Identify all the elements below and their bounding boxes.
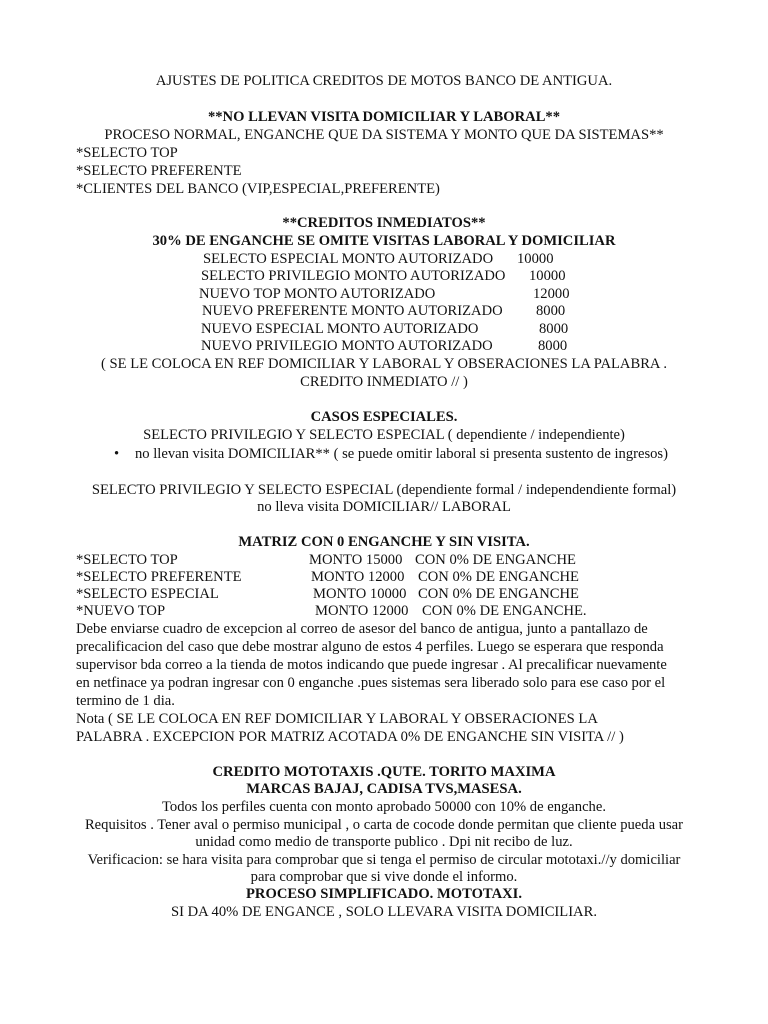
matriz-row-name: *NUEVO TOP	[76, 603, 166, 619]
mototaxi-line: unidad como medio de transporte publico . Dpi nit recibo de luz.	[195, 834, 573, 850]
proceso-simplificado-heading: PROCESO SIMPLIFICADO. MOTOTAXI.	[246, 886, 522, 902]
matriz-row-enganche: CON 0% DE ENGANCHE	[418, 586, 579, 602]
enganche-30-subheading: 30% DE ENGANCHE SE OMITE VISITAS LABORAL Y DOMICILIAR	[152, 233, 616, 249]
monto-row-amount: 8000	[539, 321, 569, 337]
matriz-row-enganche: CON 0% DE ENGANCHE	[415, 552, 576, 568]
matriz-row-monto: MONTO 15000	[309, 552, 403, 568]
matriz-paragraph-line: termino de 1 dia.	[76, 693, 175, 709]
matriz-row-enganche: CON 0% DE ENGANCHE	[418, 569, 579, 585]
monto-row-label: SELECTO ESPECIAL MONTO AUTORIZADO	[203, 251, 494, 267]
matriz-paragraph-line: Debe enviarse cuadro de excepcion al correo de asesor del banco de antigua, junto a pantallazo de	[76, 621, 648, 637]
matriz-nota-line: PALABRA . EXCEPCION POR MATRIZ ACOTADA 0% DE ENGANCHE SIN VISITA // )	[76, 729, 624, 745]
mototaxi-final-line: SI DA 40% DE ENGANCE , SOLO LLEVARA VISITA DOMICILIAR.	[171, 904, 597, 920]
monto-row-label: NUEVO PRIVILEGIO MONTO AUTORIZADO	[201, 338, 493, 354]
matriz-row-enganche: CON 0% DE ENGANCHE.	[422, 603, 587, 619]
section-mototaxis-heading: CREDITO MOTOTAXIS .QUTE. TORITO MAXIMA	[212, 764, 556, 780]
monto-row-label: NUEVO PREFERENTE MONTO AUTORIZADO	[202, 303, 503, 319]
monto-row-label: NUEVO TOP MONTO AUTORIZADO	[199, 286, 436, 302]
matriz-row-name: *SELECTO PREFERENTE	[76, 569, 242, 585]
casos-line: no lleva visita DOMICILIAR// LABORAL	[257, 499, 511, 515]
monto-row-amount: 12000	[533, 286, 570, 302]
bullet-text: no llevan visita DOMICILIAR** ( se puede omitir laboral si presenta sustento de ingresos)	[135, 446, 668, 462]
monto-row-amount: 8000	[536, 303, 566, 319]
matriz-row-monto: MONTO 10000	[313, 586, 407, 602]
monto-row-amount: 10000	[529, 268, 566, 284]
list-item: *CLIENTES DEL BANCO (VIP,ESPECIAL,PREFERENTE)	[76, 181, 440, 197]
matriz-row-monto: MONTO 12000	[311, 569, 405, 585]
matriz-row-name: *SELECTO TOP	[76, 552, 178, 568]
matriz-paragraph-line: supervisor bda correo a la tienda de motos indicando que puede ingresar . Al precalificar nuevamente	[76, 657, 667, 673]
proceso-normal-line: PROCESO NORMAL, ENGANCHE QUE DA SISTEMA Y MONTO QUE DA SISTEMAS**	[104, 127, 664, 143]
casos-line: SELECTO PRIVILEGIO Y SELECTO ESPECIAL (dependiente formal / independendiente formal)	[91, 482, 677, 498]
monto-row-amount: 10000	[517, 251, 554, 267]
mototaxi-line: Todos los perfiles cuenta con monto aprobado 50000 con 10% de enganche.	[162, 799, 606, 815]
bullet-marker: •	[114, 446, 120, 462]
monto-row-amount: 8000	[538, 338, 568, 354]
inmediato-note-line: ( SE LE COLOCA EN REF DOMICILIAR Y LABORAL Y OBSERACIONES LA PALABRA .	[101, 356, 667, 372]
mototaxi-line: para comprobar que si vive donde el informo.	[250, 869, 518, 885]
matriz-row-monto: MONTO 12000	[315, 603, 409, 619]
section-casos-especiales-heading: CASOS ESPECIALES.	[310, 409, 458, 425]
section-no-visita-heading: **NO LLEVAN VISITA DOMICILIAR Y LABORAL**	[207, 109, 561, 125]
list-item: *SELECTO PREFERENTE	[76, 163, 242, 179]
matriz-nota-line: Nota ( SE LE COLOCA EN REF DOMICILIAR Y LABORAL Y OBSERACIONES LA	[76, 711, 598, 727]
section-creditos-inmediatos-heading: **CREDITOS INMEDIATOS**	[282, 215, 486, 231]
monto-row-label: SELECTO PRIVILEGIO MONTO AUTORIZADO	[201, 268, 506, 284]
matriz-row-name: *SELECTO ESPECIAL	[76, 586, 219, 602]
matriz-paragraph-line: precalificacion del caso que debe mostrar alguno de estos 4 perfiles. Luego se esperara que responda	[76, 639, 664, 655]
mototaxi-line: Requisitos . Tener aval o permiso municipal , o carta de cocode donde permitan que cliente pueda usar	[84, 817, 684, 833]
monto-row-label: NUEVO ESPECIAL MONTO AUTORIZADO	[201, 321, 479, 337]
inmediato-note-line: CREDITO INMEDIATO // )	[300, 374, 468, 390]
section-matriz-heading: MATRIZ CON 0 ENGANCHE Y SIN VISITA.	[238, 534, 530, 550]
list-item: *SELECTO TOP	[76, 145, 178, 161]
casos-line: SELECTO PRIVILEGIO Y SELECTO ESPECIAL ( dependiente / independiente)	[143, 427, 625, 443]
document-title: AJUSTES DE POLITICA CREDITOS DE MOTOS BANCO DE ANTIGUA.	[155, 73, 613, 89]
matriz-paragraph-line: en netfinace ya podran ingresar con 0 enganche .pues sistemas sera liberado solo para ese caso por el	[76, 675, 666, 691]
mototaxi-line: Verificacion: se hara visita para comprobar que si tenga el permiso de circular mototaxi.//y domiciliar	[87, 852, 681, 868]
marcas-heading: MARCAS BAJAJ, CADISA TVS,MASESA.	[246, 781, 522, 797]
